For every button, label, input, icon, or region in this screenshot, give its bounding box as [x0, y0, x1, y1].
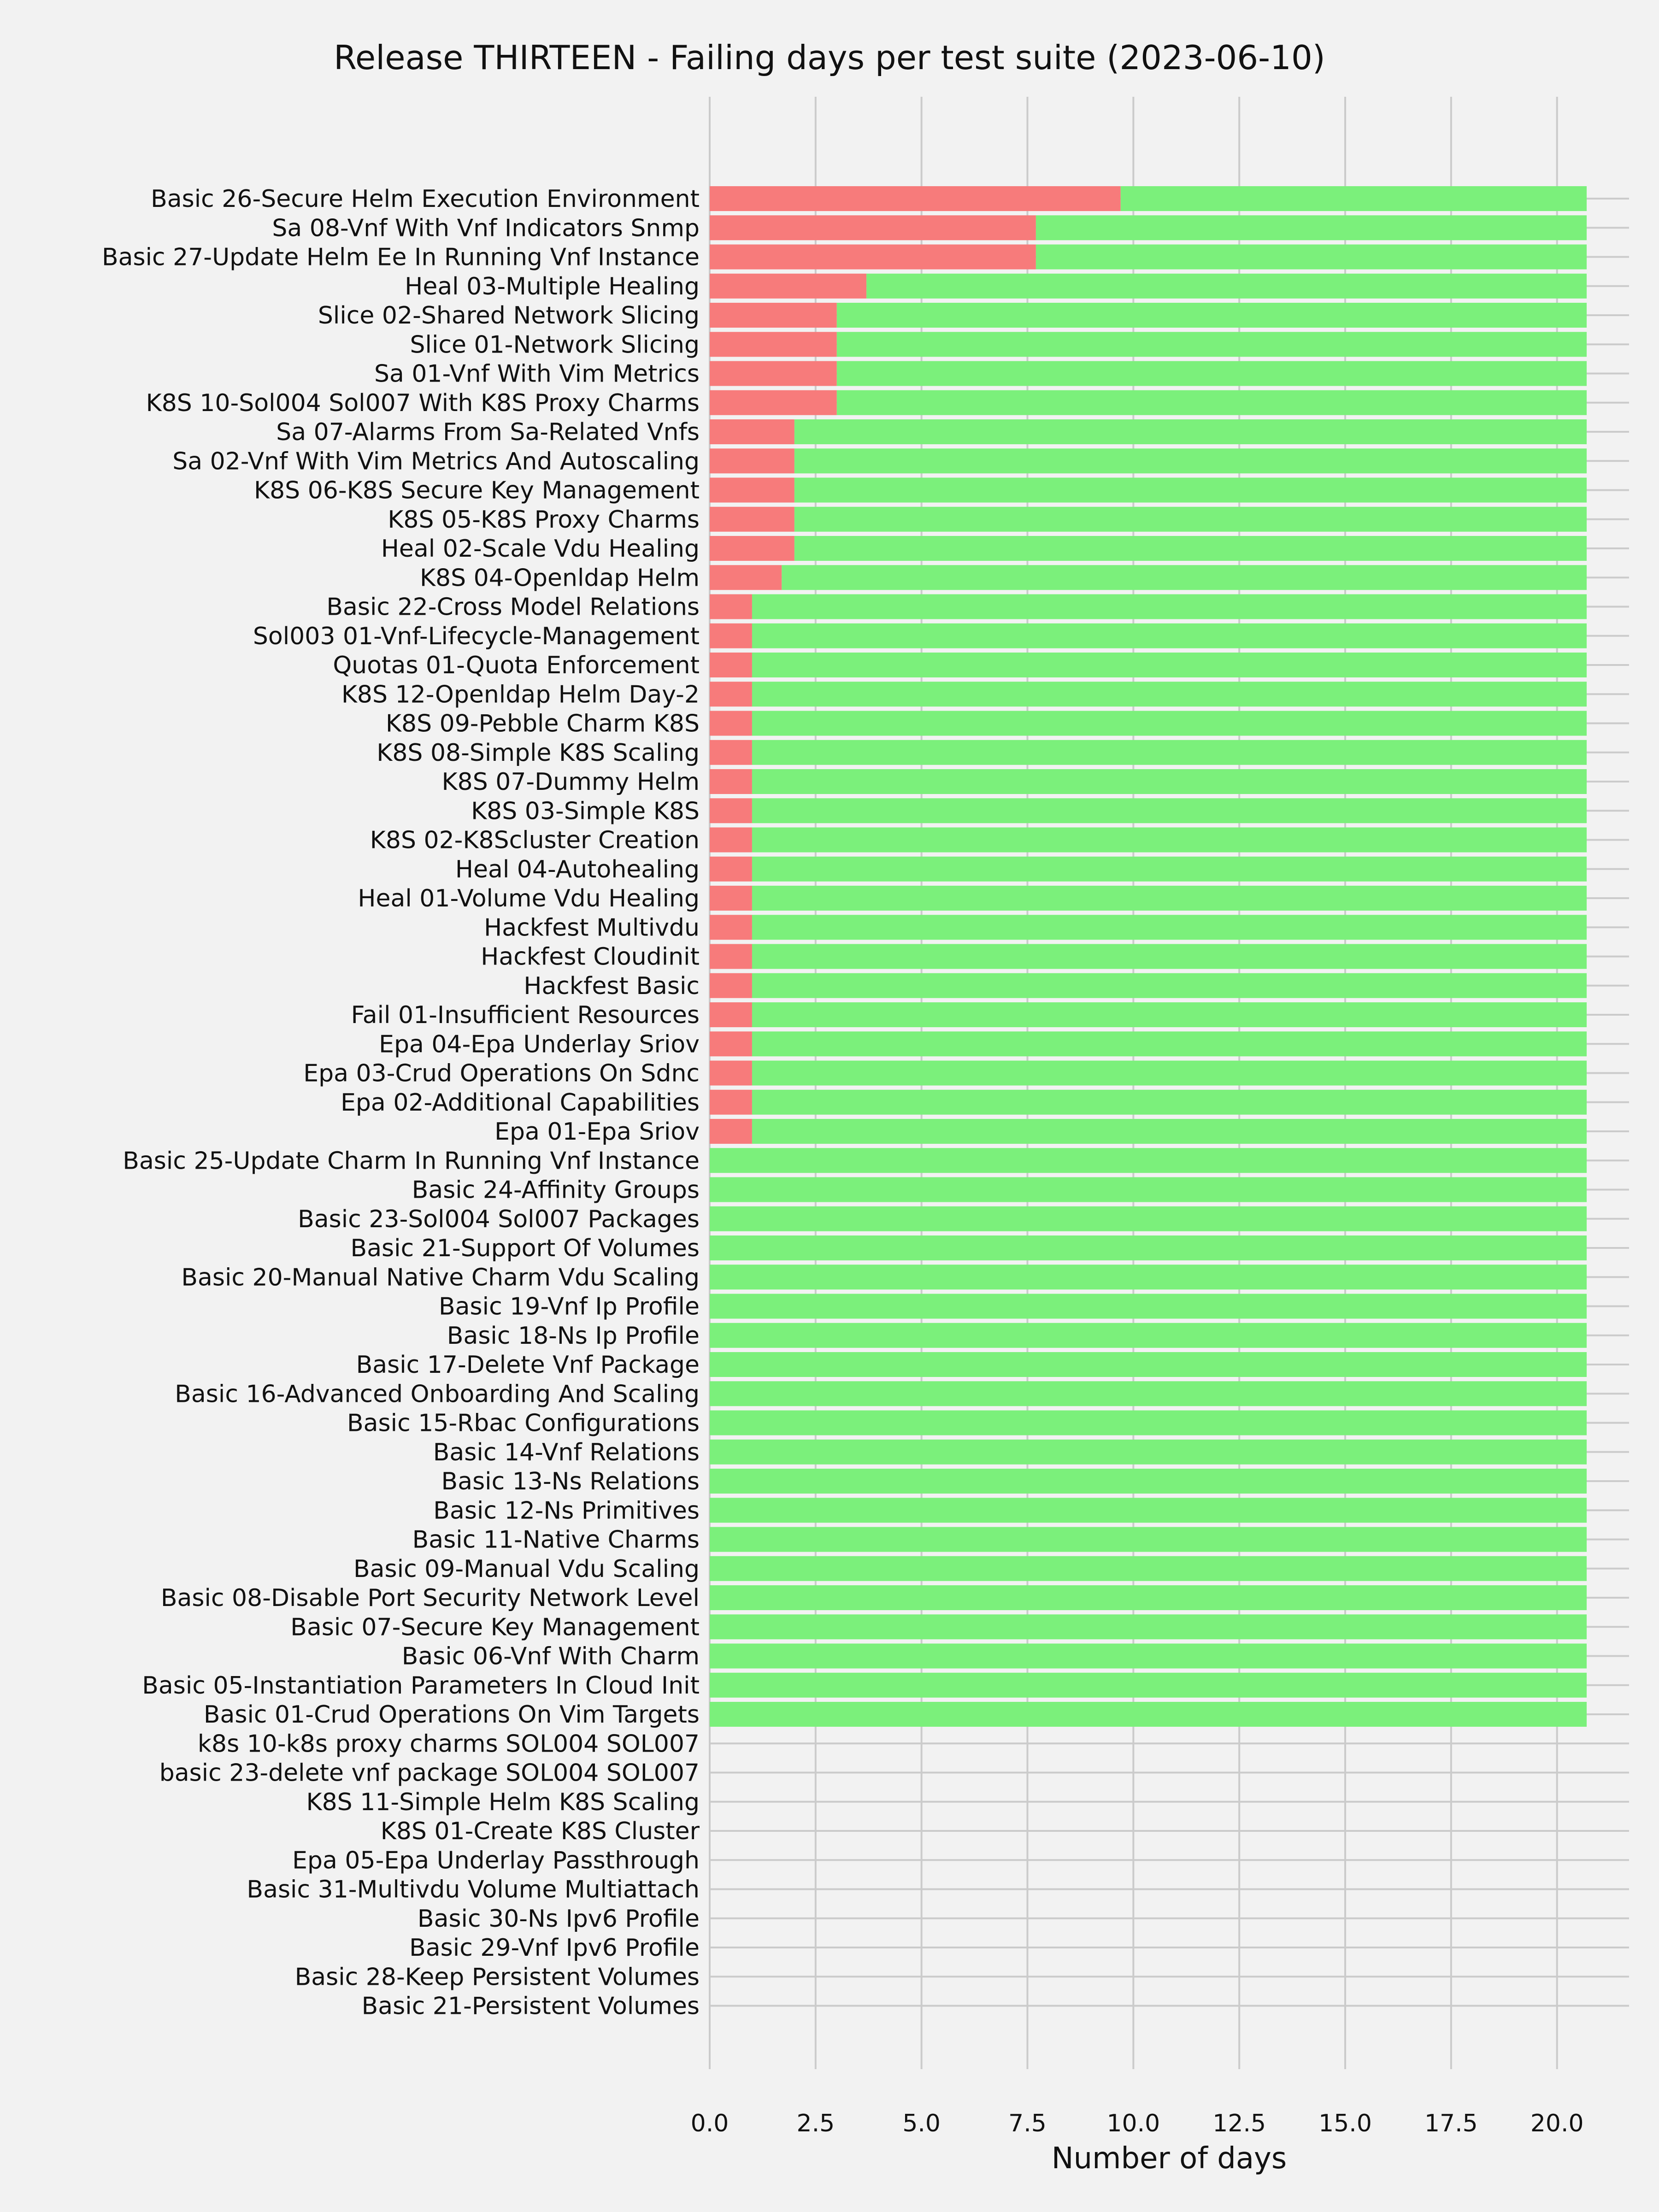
bar-passing: [710, 1614, 1587, 1639]
bar-passing: [710, 1556, 1587, 1581]
y-tick-label: Basic 15-Rbac Configurations: [347, 1409, 700, 1437]
bar-failing: [710, 245, 1036, 270]
bar-passing: [710, 1440, 1587, 1465]
bar-passing: [866, 274, 1587, 299]
y-tick-label: K8S 04-Openldap Helm: [419, 564, 700, 592]
bar-passing: [794, 419, 1587, 444]
y-tick-label: Basic 30-Ns Ipv6 Profile: [417, 1905, 700, 1933]
y-tick-label: Heal 01-Volume Vdu Healing: [358, 885, 700, 912]
bar-failing: [710, 769, 752, 794]
bar-passing: [710, 1235, 1587, 1260]
bar-passing: [1036, 245, 1587, 270]
bar-passing: [794, 536, 1587, 561]
y-tick-label: K8S 11-Simple Helm K8S Scaling: [306, 1788, 700, 1816]
y-tick-label: Heal 03-Multiple Healing: [405, 272, 700, 300]
y-tick-label: K8S 05-K8S Proxy Charms: [388, 506, 700, 534]
y-tick-label: Basic 23-Sol004 Sol007 Packages: [298, 1205, 700, 1233]
y-tick-label: K8S 02-K8Scluster Creation: [370, 826, 700, 854]
x-tick-label: 2.5: [796, 2110, 835, 2137]
y-tick-label: Basic 14-Vnf Relations: [433, 1438, 700, 1466]
bar-passing: [752, 1002, 1587, 1027]
y-tick-label: Basic 09-Manual Vdu Scaling: [353, 1555, 700, 1583]
y-tick-label: Epa 04-Epa Underlay Sriov: [379, 1030, 700, 1059]
x-axis-ticks: [691, 2110, 1584, 2137]
y-tick-label: Fail 01-Insufficient Resources: [351, 1001, 700, 1029]
bar-passing: [710, 1585, 1587, 1610]
y-tick-label: Basic 19-Vnf Ip Profile: [438, 1293, 700, 1321]
y-tick-label: Basic 05-Instantiation Parameters In Cloud Init: [142, 1671, 700, 1700]
bar-failing: [710, 1119, 752, 1144]
bar-passing: [752, 828, 1587, 853]
bar-passing: [752, 1119, 1587, 1144]
bar-passing: [752, 1031, 1587, 1056]
bar-failing: [710, 303, 837, 328]
bar-failing: [710, 1090, 752, 1115]
bar-failing: [710, 1031, 752, 1056]
y-tick-label: Quotas 01-Quota Enforcement: [333, 652, 700, 679]
y-tick-label: k8s 10-k8s proxy charms SOL004 SOL007: [197, 1730, 700, 1758]
bar-failing: [710, 361, 837, 386]
bar-passing: [710, 1411, 1587, 1435]
y-tick-label: Basic 21-Persistent Volumes: [361, 1992, 700, 2020]
y-tick-label: Sa 08-Vnf With Vnf Indicators Snmp: [272, 214, 700, 242]
y-tick-label: Epa 02-Additional Capabilities: [341, 1088, 700, 1117]
bar-passing: [752, 653, 1587, 677]
bar-passing: [794, 507, 1587, 532]
y-tick-label: Slice 01-Network Slicing: [410, 331, 700, 359]
bar-failing: [710, 448, 794, 473]
bar-passing: [710, 1673, 1587, 1698]
x-tick-label: 12.5: [1212, 2110, 1266, 2137]
y-tick-label: Hackfest Multivdu: [484, 914, 700, 942]
bar-failing: [710, 507, 794, 532]
bar-passing: [710, 1206, 1587, 1231]
bar-failing: [710, 215, 1036, 240]
bar-passing: [710, 1644, 1587, 1669]
bar-failing: [710, 798, 752, 823]
bar-passing: [794, 448, 1587, 473]
bar-passing: [752, 769, 1587, 794]
x-tick-label: 20.0: [1530, 2110, 1584, 2137]
bar-failing: [710, 886, 752, 911]
bar-passing: [752, 1061, 1587, 1086]
bar-failing: [710, 565, 782, 590]
bar-failing: [710, 624, 752, 648]
bar-failing: [710, 828, 752, 853]
y-tick-label: K8S 06-K8S Secure Key Management: [253, 477, 700, 505]
y-tick-label: Sa 01-Vnf With Vim Metrics: [374, 360, 700, 388]
bar-failing: [710, 682, 752, 706]
y-tick-label: K8S 07-Dummy Helm: [441, 768, 700, 796]
bar-passing: [794, 478, 1587, 503]
bar-passing: [710, 1469, 1587, 1494]
bar-passing: [752, 1090, 1587, 1115]
y-tick-label: Hackfest Cloudinit: [481, 943, 700, 971]
y-tick-label: Basic 16-Advanced Onboarding And Scaling: [175, 1380, 700, 1408]
y-tick-label: basic 23-delete vnf package SOL004 SOL007: [159, 1759, 700, 1787]
bar-passing: [752, 886, 1587, 911]
bar-passing: [752, 857, 1587, 882]
bar-passing: [752, 944, 1587, 969]
y-tick-label: K8S 08-Simple K8S Scaling: [377, 739, 700, 767]
bar-failing: [710, 740, 752, 765]
bar-passing: [710, 1148, 1587, 1173]
bar-failing: [710, 1061, 752, 1086]
y-tick-label: Epa 03-Crud Operations On Sdnc: [303, 1059, 700, 1088]
bar-passing: [837, 390, 1587, 415]
y-tick-label: Basic 17-Delete Vnf Package: [356, 1351, 700, 1379]
x-tick-label: 17.5: [1424, 2110, 1478, 2137]
y-tick-label: Epa 05-Epa Underlay Passthrough: [292, 1847, 700, 1875]
y-tick-label: Basic 24-Affinity Groups: [412, 1176, 700, 1204]
y-tick-label: Basic 12-Ns Primitives: [433, 1497, 700, 1525]
bar-failing: [710, 653, 752, 677]
bar-passing: [752, 711, 1587, 736]
y-tick-label: Basic 07-Secure Key Management: [290, 1613, 700, 1641]
bar-failing: [710, 594, 752, 619]
bar-passing: [710, 1498, 1587, 1523]
bar-failing: [710, 478, 794, 503]
bar-passing: [710, 1527, 1587, 1552]
bar-passing: [752, 973, 1587, 998]
bar-passing: [1121, 186, 1587, 211]
y-tick-label: Sa 07-Alarms From Sa-Related Vnfs: [276, 418, 700, 446]
y-tick-label: Basic 31-Multivdu Volume Multiattach: [247, 1876, 700, 1904]
y-tick-label: Basic 22-Cross Model Relations: [326, 593, 700, 621]
y-tick-label: Hackfest Basic: [524, 972, 700, 1000]
y-tick-label: Heal 02-Scale Vdu Healing: [381, 535, 700, 563]
y-tick-label: Basic 18-Ns Ip Profile: [447, 1322, 700, 1350]
bar-passing: [837, 361, 1587, 386]
bar-passing: [752, 798, 1587, 823]
bar-passing: [752, 682, 1587, 706]
x-tick-label: 5.0: [902, 2110, 941, 2137]
x-tick-label: 15.0: [1318, 2110, 1372, 2137]
x-tick-label: 10.0: [1106, 2110, 1160, 2137]
y-tick-label: Basic 27-Update Helm Ee In Running Vnf Instance: [101, 243, 700, 271]
y-tick-label: K8S 09-Pebble Charm K8S: [385, 710, 700, 738]
y-tick-label: K8S 03-Simple K8S: [471, 797, 700, 825]
bar-failing: [710, 536, 794, 561]
y-tick-label: Heal 04-Autohealing: [455, 855, 700, 883]
bar-passing: [710, 1702, 1587, 1727]
y-tick-label: Basic 26-Secure Helm Execution Environment: [151, 185, 700, 213]
bar-failing: [710, 390, 837, 415]
bar-passing: [837, 332, 1587, 357]
bar-passing: [710, 1381, 1587, 1406]
y-tick-label: Sol003 01-Vnf-Lifecycle-Management: [253, 622, 700, 650]
bar-passing: [710, 1323, 1587, 1348]
bar-failing: [710, 186, 1121, 211]
y-tick-label: Basic 20-Manual Native Charm Vdu Scaling: [181, 1264, 700, 1292]
bar-passing: [710, 1352, 1587, 1377]
y-tick-label: K8S 12-Openldap Helm Day-2: [341, 681, 700, 709]
chart-title: Release THIRTEEN - Failing days per test suite (2023-06-10): [334, 38, 1325, 77]
bar-passing: [710, 1294, 1587, 1319]
y-tick-label: Basic 08-Disable Port Security Network Level: [160, 1584, 700, 1612]
bar-failing: [710, 274, 866, 299]
x-tick-label: 0.0: [690, 2110, 729, 2137]
y-tick-label: Basic 21-Support Of Volumes: [350, 1235, 700, 1262]
y-tick-label: Sa 02-Vnf With Vim Metrics And Autoscaling: [172, 447, 700, 476]
bar-passing: [837, 303, 1587, 328]
bar-failing: [710, 332, 837, 357]
y-tick-label: Basic 29-Vnf Ipv6 Profile: [409, 1934, 700, 1962]
bar-failing: [710, 944, 752, 969]
y-tick-label: Basic 06-Vnf With Charm: [401, 1642, 700, 1671]
y-tick-label: Basic 01-Crud Operations On Vim Targets: [203, 1701, 700, 1729]
y-tick-label: K8S 01-Create K8S Cluster: [380, 1818, 700, 1845]
bar-passing: [752, 624, 1587, 648]
y-tick-label: K8S 10-Sol004 Sol007 With K8S Proxy Charms: [146, 389, 700, 417]
y-tick-label: Epa 01-Epa Sriov: [494, 1118, 700, 1146]
y-tick-label: Basic 25-Update Charm In Running Vnf Instance: [123, 1147, 700, 1175]
bar-passing: [752, 915, 1587, 940]
bar-failing: [710, 857, 752, 882]
y-tick-label: Basic 11-Native Charms: [412, 1526, 700, 1554]
bar-passing: [752, 594, 1587, 619]
bar-failing: [710, 1002, 752, 1027]
bar-passing: [710, 1265, 1587, 1289]
bar-failing: [710, 915, 752, 940]
x-tick-label: 7.5: [1008, 2110, 1047, 2137]
y-tick-label: Slice 02-Shared Network Slicing: [318, 302, 700, 329]
bar-failing: [710, 973, 752, 998]
x-axis-label: Number of days: [1051, 2141, 1287, 2176]
bar-passing: [1036, 215, 1587, 240]
bar-failing: [710, 419, 794, 444]
bar-passing: [710, 1177, 1587, 1202]
bar-passing: [752, 740, 1587, 765]
bar-failing: [710, 711, 752, 736]
bar-passing: [782, 565, 1587, 590]
y-tick-label: Basic 28-Keep Persistent Volumes: [294, 1963, 700, 1991]
y-tick-label: Basic 13-Ns Relations: [441, 1468, 700, 1495]
